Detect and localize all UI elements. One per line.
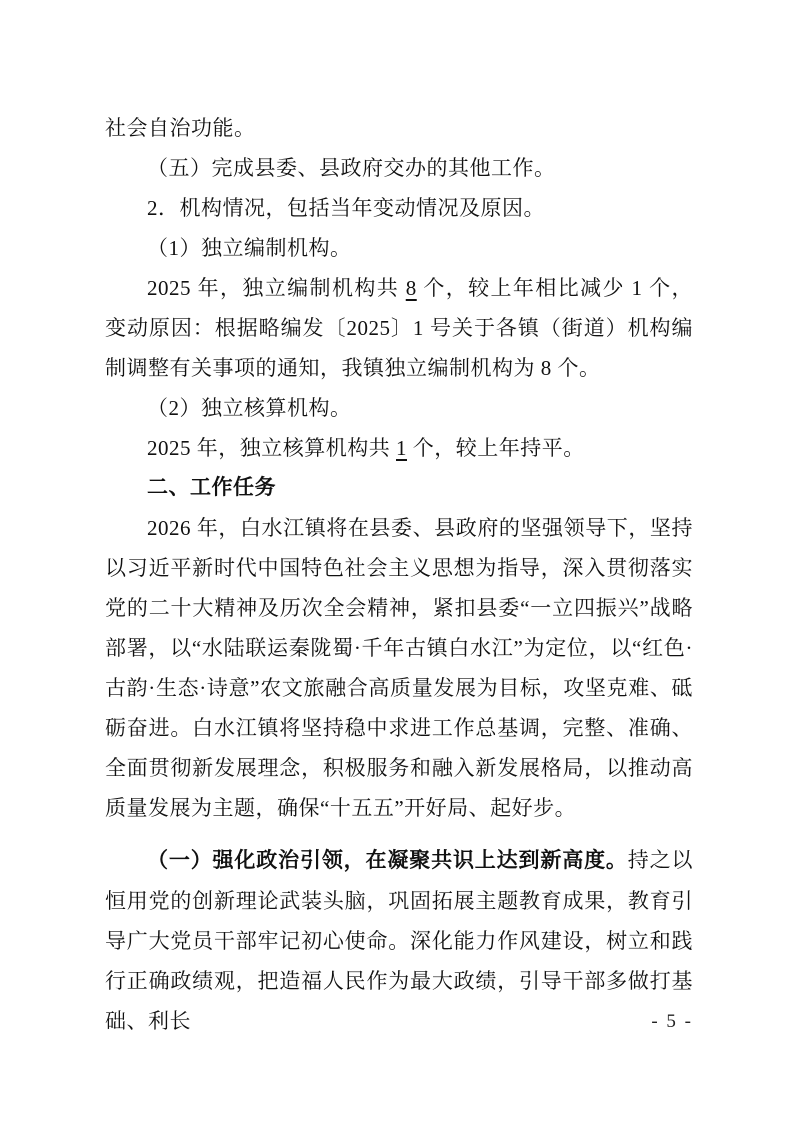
paragraph-item-2-orgs: 2．机构情况，包括当年变动情况及原因。 (147, 196, 545, 220)
task-1-text: 持之以恒用党的创新理论武装头脑，巩固拓展主题教育成果，教育引导广大党员干部牢记初心使命。深化能力作风建设，树立和践行正确政绩观，把造福人民作为最大政绩，引导干部多做打基础、利长 (105, 848, 694, 1033)
paragraph-sub2-heading: （2）独立核算机构。 (147, 396, 352, 420)
document-body (105, 108, 693, 1041)
text-run: 个，较上年持平。 (407, 436, 585, 460)
paragraph-section-intro: 2026 年，白水江镇将在县委、县政府的坚强领导下，坚持以习近平新时代中国特色社会主义思想为指导，深入贯彻落实党的二十大精神及历次全会精神，紧扣县委“一立四振兴”战略部署，以“水陆联运秦陇蜀·千年古镇白水江”为定位，以“红色·古韵·生态·诗意”农文旅融合高质量发展为目标，攻坚克难、砥砺奋进。白水江镇将坚持稳中求进工作总基调，完整、准确、全面贯彻新发展理念，积极服务和融入新发展格局，以推动高质量发展为主题，确保“十五五”开好局、起好步。 (105, 516, 693, 820)
page-number: - 5 - (651, 1011, 693, 1032)
paragraph-task-1 (105, 840, 693, 1041)
paragraph-sub1-heading: （1）独立编制机构。 (147, 236, 352, 260)
text-run: 个，较上年相比减少 1 个，变动原因：根据略编发〔2025〕1 号关于各镇（街道）机构编制调整有关事项的通知，我镇独立编制机构为 8 个。 (105, 276, 694, 380)
text-run: 2025 年，独立编制机构共 (147, 276, 406, 300)
paragraph-sub1-detail (105, 268, 693, 388)
paragraph-continuation: 社会自治功能。 (105, 116, 256, 140)
paragraph-item-5: （五）完成县委、县政府交办的其他工作。 (147, 156, 556, 180)
underlined-accounting-count: 1 (396, 436, 407, 460)
section-heading-work-tasks: 二、工作任务 (147, 476, 276, 499)
paragraph-sub2-detail (105, 428, 693, 468)
text-run: 2025 年，独立核算机构共 (147, 436, 396, 460)
underlined-org-count: 8 (405, 276, 417, 300)
task-1-bold-lead: （一）强化政治引领，在凝聚共识上达到新高度。 (147, 849, 628, 872)
